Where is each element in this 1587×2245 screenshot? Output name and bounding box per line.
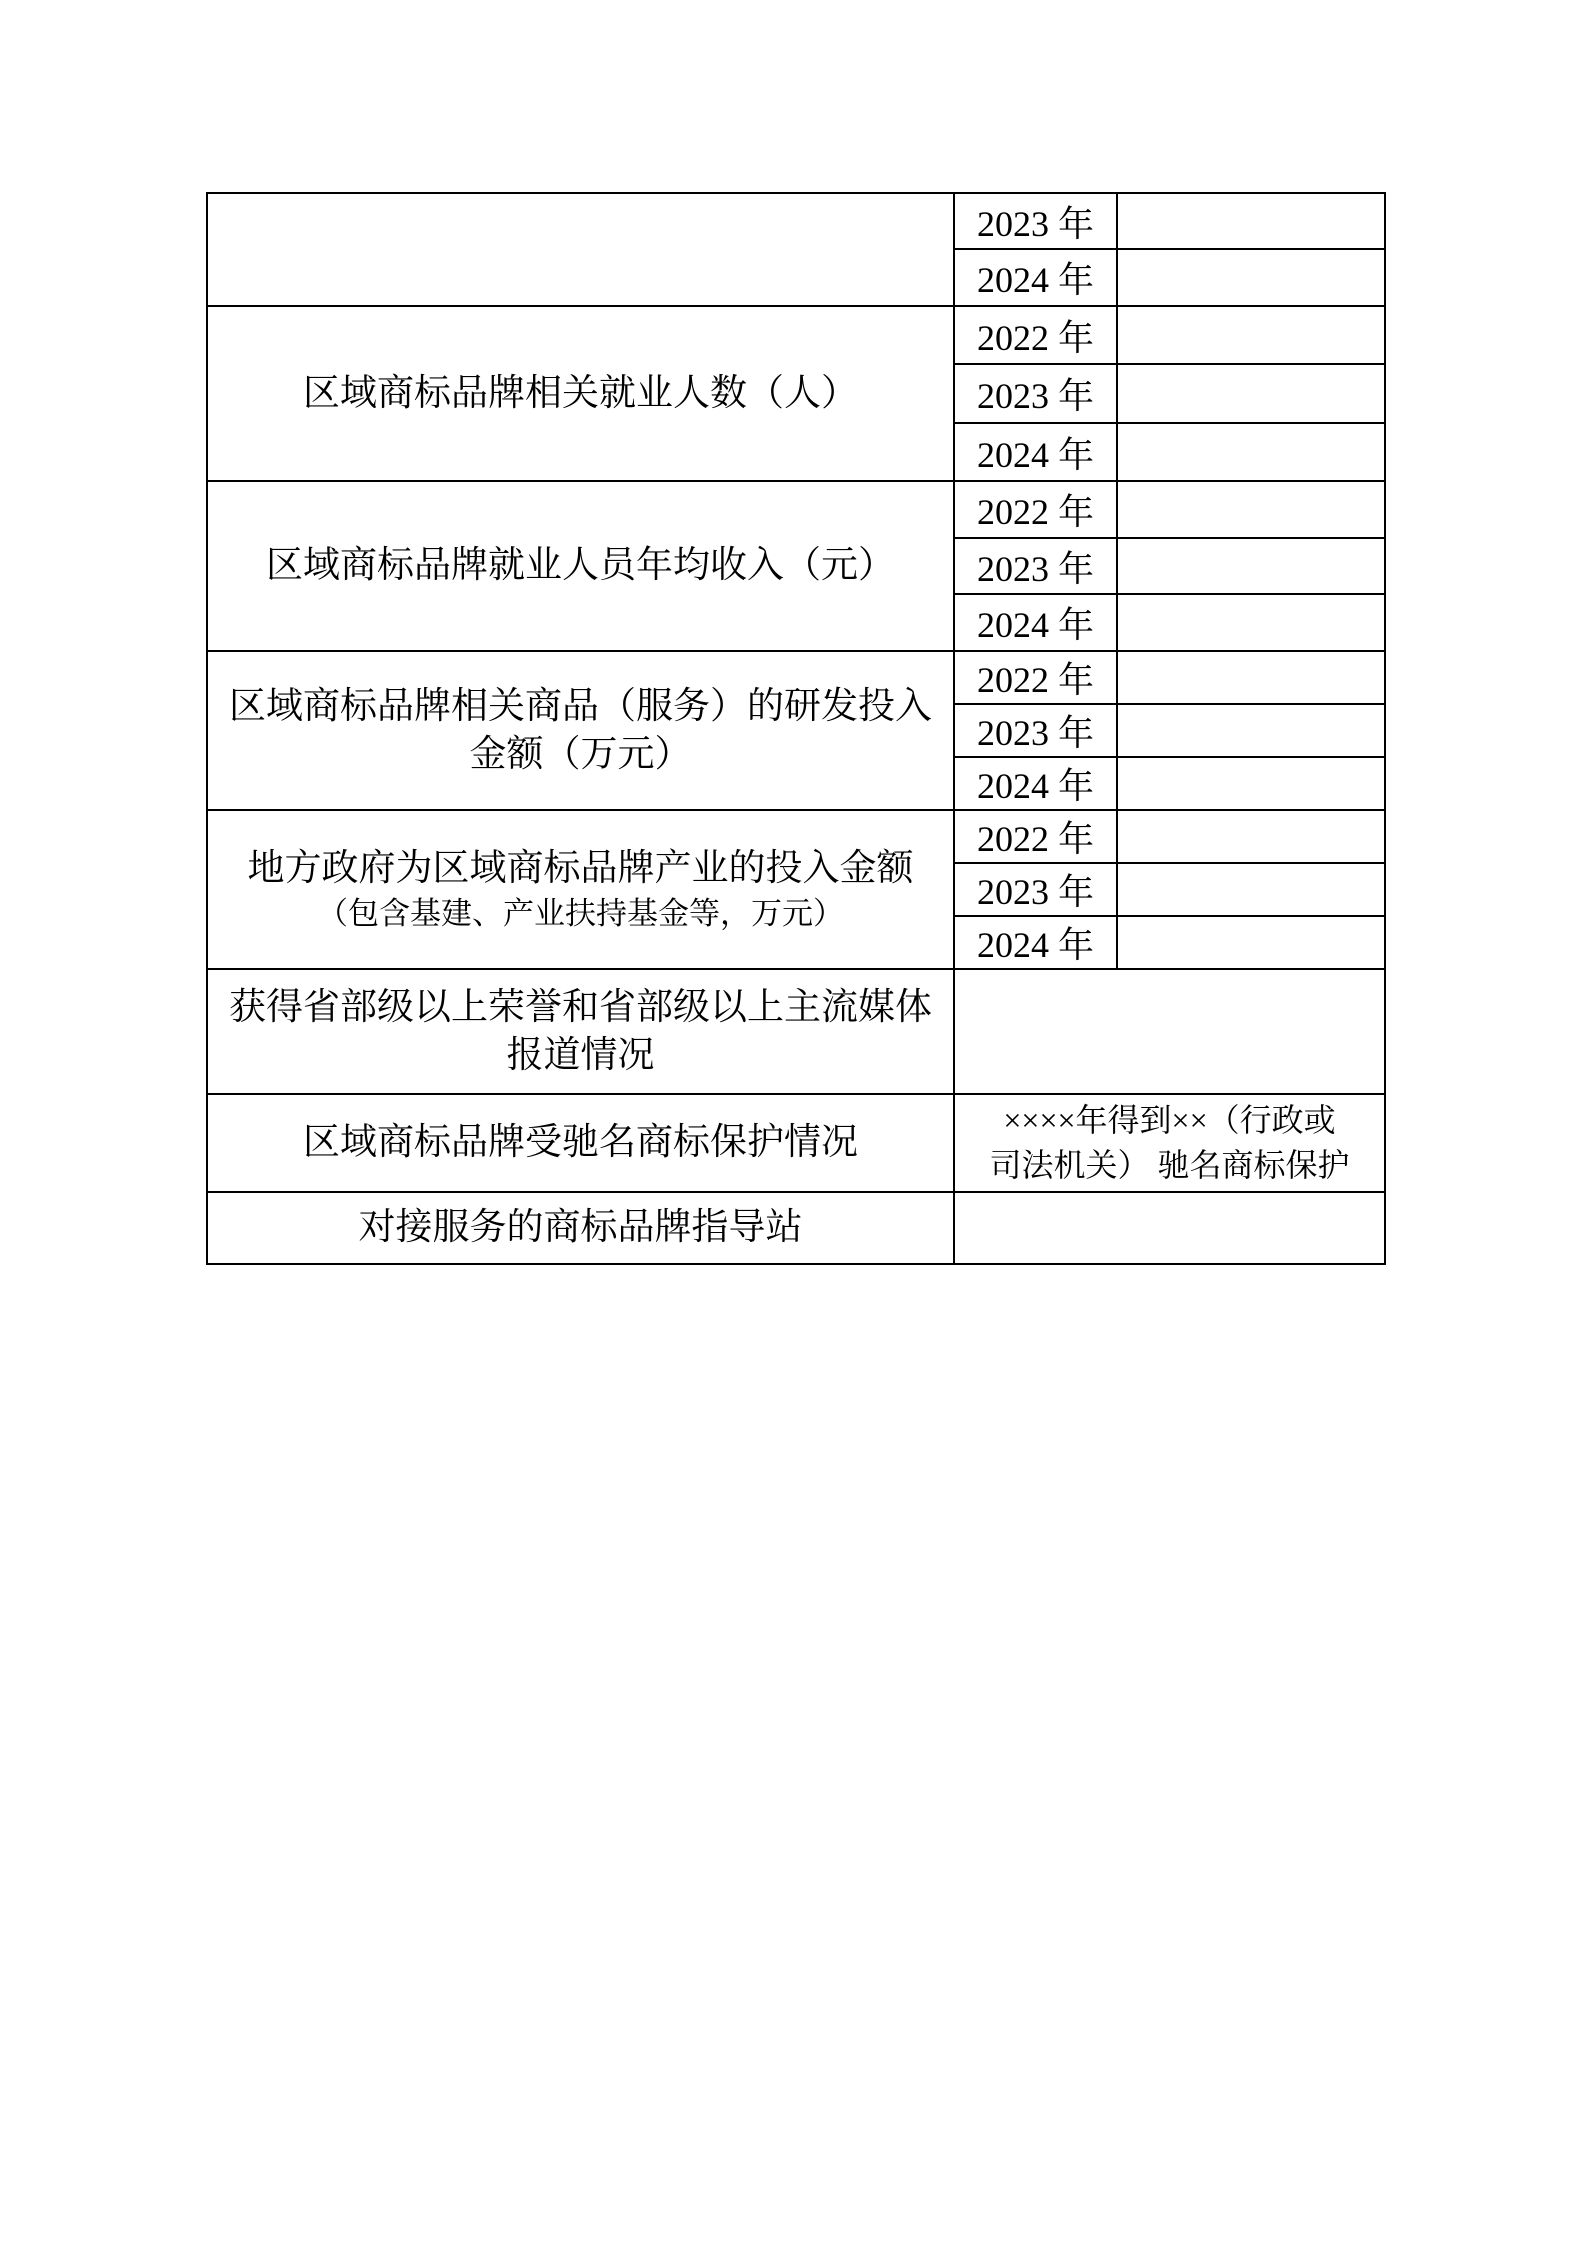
- label-cell-wellknown-protection: [207, 1094, 954, 1192]
- value-cell-empty[interactable]: [1117, 538, 1385, 594]
- label-cell-honors-media: [207, 969, 954, 1094]
- value-cell-empty[interactable]: [1117, 916, 1385, 969]
- value-cell-empty[interactable]: [1117, 863, 1385, 916]
- value-cell-empty[interactable]: [1117, 757, 1385, 810]
- label-text: 区域商标品牌受驰名商标保护情况: [303, 1122, 858, 1163]
- label-text: 对接服务的商标品牌指导站: [358, 1207, 803, 1248]
- label-text: 报道情况: [506, 1034, 655, 1076]
- label-cell-government-investment: [207, 810, 954, 969]
- label-text: 获得省部级以上荣誉和省部级以上主流媒体: [229, 986, 932, 1028]
- value-cell-empty[interactable]: [1117, 651, 1385, 704]
- label-text: 地方政府为区域商标品牌产业的投入金额: [247, 847, 914, 889]
- label-cell-employment-count: [207, 306, 954, 481]
- year-cell-2022: 2022 年: [954, 651, 1117, 704]
- year-cell-2023: 2023 年: [954, 704, 1117, 757]
- value-cell-empty[interactable]: [1117, 249, 1385, 306]
- value-cell-empty[interactable]: [1117, 423, 1385, 481]
- label-text: 区域商标品牌相关商品（服务）的研发投入: [229, 685, 932, 727]
- brand-statistics-table: [206, 192, 1386, 1265]
- year-cell-2024: 2024 年: [954, 249, 1117, 306]
- label-cell-continued-empty: [207, 193, 954, 306]
- value-cell-wellknown-protection[interactable]: [954, 1094, 1385, 1192]
- label-cell-average-income: [207, 481, 954, 651]
- year-cell-2024: 2024 年: [954, 757, 1117, 810]
- year-cell-2023: 2023 年: [954, 364, 1117, 423]
- value-cell-guidance-station[interactable]: [954, 1192, 1385, 1264]
- label-text: 区域商标品牌就业人员年均收入（元）: [266, 545, 895, 586]
- value-cell-honors-media[interactable]: [954, 969, 1385, 1094]
- value-text: ××××年得到××（行政或: [1003, 1102, 1336, 1138]
- value-cell-empty[interactable]: [1117, 704, 1385, 757]
- year-cell-2024: 2024 年: [954, 594, 1117, 651]
- year-cell-2024: 2024 年: [954, 423, 1117, 481]
- year-cell-2022: 2022 年: [954, 306, 1117, 364]
- value-cell-empty[interactable]: [1117, 364, 1385, 423]
- value-cell-empty[interactable]: [1117, 193, 1385, 249]
- value-cell-empty[interactable]: [1117, 594, 1385, 651]
- value-cell-empty[interactable]: [1117, 306, 1385, 364]
- value-text: 司法机关） 驰名商标保护: [989, 1147, 1350, 1183]
- year-cell-2023: 2023 年: [954, 863, 1117, 916]
- value-cell-empty[interactable]: [1117, 810, 1385, 863]
- label-subtext: （包含基建、产业扶持基金等，万元）: [317, 895, 844, 931]
- year-cell-2022: 2022 年: [954, 810, 1117, 863]
- label-text: 区域商标品牌相关就业人数（人）: [303, 372, 858, 414]
- year-cell-2023: 2023 年: [954, 193, 1117, 249]
- year-cell-2024: 2024 年: [954, 916, 1117, 969]
- value-cell-empty[interactable]: [1117, 481, 1385, 538]
- label-cell-guidance-station: [207, 1192, 954, 1264]
- year-cell-2023: 2023 年: [954, 538, 1117, 594]
- label-cell-rd-investment: [207, 651, 954, 810]
- year-cell-2022: 2022 年: [954, 481, 1117, 538]
- label-text: 金额（万元）: [469, 733, 692, 775]
